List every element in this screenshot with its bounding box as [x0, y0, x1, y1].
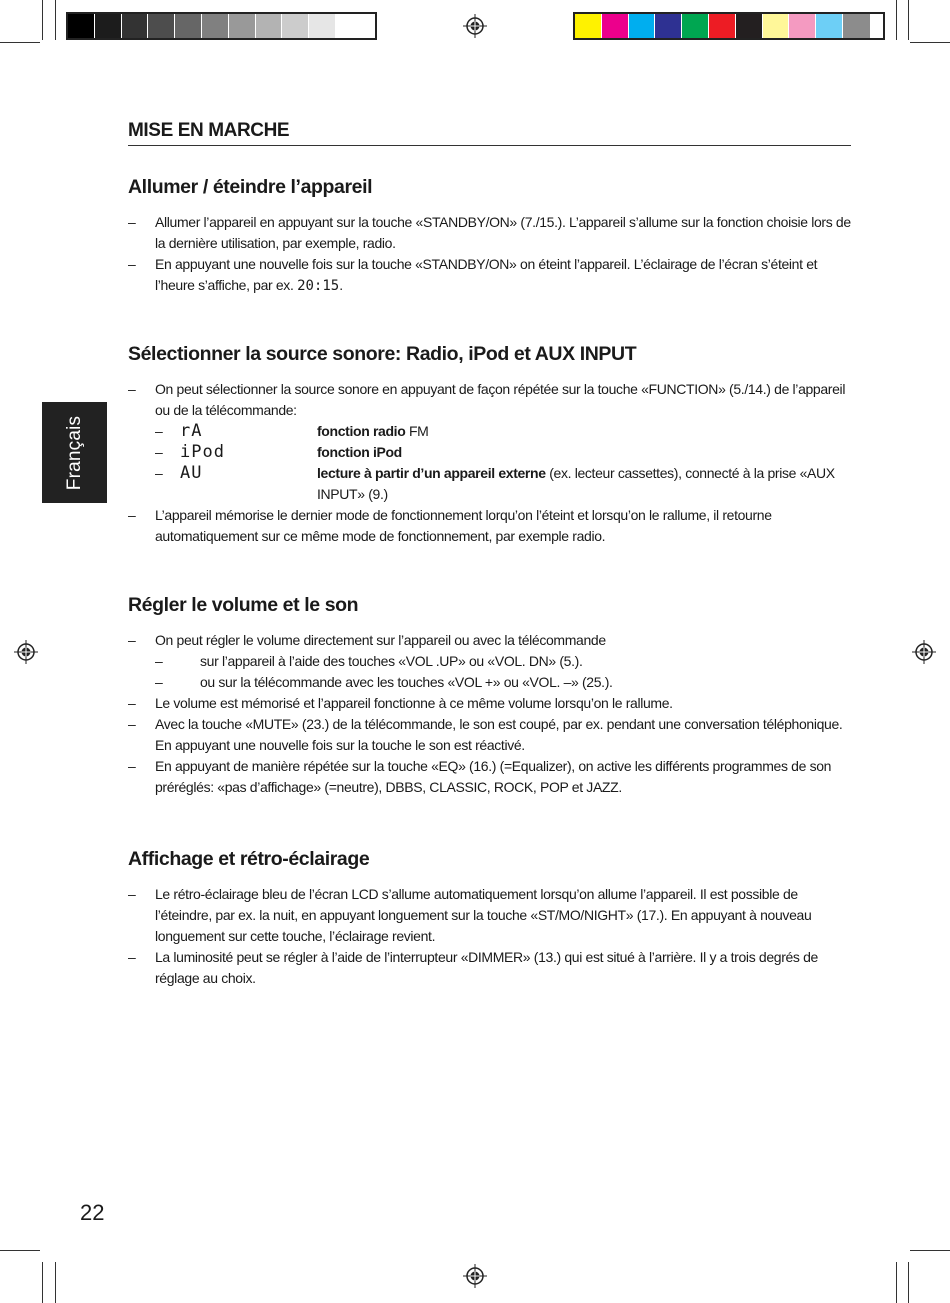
grayscale-calibration-bar [66, 12, 377, 40]
color-swatch [655, 14, 682, 38]
dash-bullet: – [155, 653, 163, 669]
color-swatch [629, 14, 656, 38]
mode-row [128, 463, 851, 505]
lcd-clock-example: 20:15 [297, 278, 340, 294]
section-power [128, 176, 851, 297]
list-item [128, 505, 851, 547]
color-swatch [763, 14, 790, 38]
crop-mark [910, 42, 950, 43]
crop-mark [910, 1250, 950, 1251]
color-swatch [789, 14, 816, 38]
section-source [128, 343, 851, 547]
color-calibration-bar [573, 12, 885, 40]
item-text: sur l’appareil à l’aide des touches «VOL .UP» ou «VOL. DN» (5.). [200, 653, 583, 669]
item-text: Le rétro-éclairage bleu de l’écran LCD s’allume automatiquement lorsqu’on allume l’appareil. Il est possible de l’éteindre, par ex. la nuit, en appuyant longuement sur la touche «ST/MO/NIGHT» (17.). En appuyant à nouveau longuement sur cette touche, l’éclairage revient. [155, 886, 812, 944]
color-swatch [602, 14, 629, 38]
color-swatch [843, 14, 870, 38]
dash-bullet: – [128, 632, 136, 648]
dash-bullet: – [128, 256, 136, 272]
section-heading: Affichage et rétro-éclairage [128, 848, 370, 870]
item-text: Allumer l’appareil en appuyant sur la touche «STANDBY/ON» (7./15.). L’appareil s’allume sur la fonction choisie lors de la dernière utilisation, par exemple, radio. [155, 214, 851, 251]
grayscale-swatch [175, 14, 202, 38]
item-text: ou sur la télécommande avec les touches «VOL +» ou «VOL. –» (25.). [200, 674, 613, 690]
section-heading: Régler le volume et le son [128, 594, 359, 616]
list-item [128, 254, 851, 297]
item-text: On peut régler le volume directement sur l’appareil ou avec la télécommande [155, 632, 606, 648]
sub-list-item [128, 651, 851, 672]
section-heading: Sélectionner la source sonore: Radio, iPod et AUX INPUT [128, 343, 637, 365]
lcd-mode-code: AU [180, 463, 203, 483]
crop-mark [55, 0, 56, 40]
item-text: La luminosité peut se régler à l’aide de l’interrupteur «DIMMER» (13.) qui est situé à l’arrière. Il y a trois degrés de réglage au choix. [155, 949, 818, 986]
list-item [128, 947, 851, 989]
item-text: En appuyant de manière répétée sur la touche «EQ» (16.) (=Equalizer), on active les différents programmes de son préréglés: «pas d’affichage» (=neutre), DBBS, CLASSIC, ROCK, POP et JAZZ. [155, 758, 832, 795]
registration-mark-icon [912, 640, 936, 664]
dash-bullet: – [128, 716, 136, 732]
mode-row [128, 442, 851, 463]
dash-bullet: – [155, 674, 163, 690]
mode-detail: FM [405, 423, 429, 439]
grayscale-swatch [336, 14, 363, 38]
grayscale-swatch [68, 14, 95, 38]
color-swatch [709, 14, 736, 38]
section-display [128, 848, 851, 989]
grayscale-swatch [95, 14, 122, 38]
registration-mark-icon [14, 640, 38, 664]
registration-mark-icon [463, 14, 487, 38]
list-item [128, 884, 851, 947]
dash-bullet: – [128, 507, 136, 523]
grayscale-swatch [148, 14, 175, 38]
list-item [128, 714, 851, 756]
dash-bullet: – [155, 465, 163, 481]
list-item [128, 630, 851, 651]
dash-bullet: – [128, 214, 136, 230]
mode-row [128, 421, 851, 442]
item-text: En appuyant une nouvelle fois sur la touche «STANDBY/ON» on éteint l’appareil. L’éclairage de l’écran s’éteint et l’heure s’affiche, par ex. [155, 256, 818, 293]
page-number: 22 [80, 1200, 105, 1225]
list-item [128, 693, 851, 714]
dash-bullet: – [128, 695, 136, 711]
item-text: L’appareil mémorise le dernier mode de fonctionnement lorqu’on l’éteint et lorsqu’on le rallume, il retourne automatiquement sur ce même mode de fonctionnement, par exemple radio. [155, 507, 772, 544]
crop-mark [896, 1262, 897, 1303]
registration-mark-icon [463, 1264, 487, 1288]
color-swatch [575, 14, 602, 38]
grayscale-swatch [202, 14, 229, 38]
grayscale-swatch [282, 14, 309, 38]
color-swatch [682, 14, 709, 38]
section-volume [128, 594, 851, 798]
grayscale-swatch [229, 14, 256, 38]
crop-mark [0, 42, 40, 43]
section-heading: Allumer / éteindre l’appareil [128, 176, 373, 198]
crop-mark [0, 1250, 40, 1251]
language-tab-label: Français [63, 415, 85, 490]
crop-mark [55, 1262, 56, 1303]
item-text-suffix: . [339, 277, 343, 293]
mode-label: lecture à partir d’un appareil externe [317, 465, 546, 481]
item-text: Avec la touche «MUTE» (23.) de la télécommande, le son est coupé, par ex. pendant une conversation téléphonique. En appuyant une nouvelle fois sur la touche le son est réactivé. [155, 716, 843, 753]
crop-mark [42, 1262, 43, 1303]
dash-bullet: – [155, 423, 163, 439]
dash-bullet: – [128, 949, 136, 965]
sub-list-item [128, 672, 851, 693]
dash-bullet: – [155, 444, 163, 460]
page-title: MISE EN MARCHE [128, 120, 851, 146]
crop-mark [42, 0, 43, 40]
item-text: Le volume est mémorisé et l’appareil fonctionne à ce même volume lorsqu’on le rallume. [155, 695, 673, 711]
color-swatch [736, 14, 763, 38]
lcd-mode-code: rA [180, 421, 203, 441]
mode-label: fonction iPod [317, 444, 402, 460]
color-swatch [816, 14, 843, 38]
language-tab [42, 402, 107, 503]
dash-bullet: – [128, 886, 136, 902]
list-item [128, 756, 851, 798]
grayscale-swatch [309, 14, 336, 38]
dash-bullet: – [128, 758, 136, 774]
crop-mark [908, 0, 909, 40]
grayscale-swatch [122, 14, 149, 38]
lcd-mode-code: iPod [180, 442, 225, 462]
item-text: On peut sélectionner la source sonore en appuyant de façon répétée sur la touche «FUNCTION» (5./14.) de l’appareil ou de la télécommande: [155, 381, 846, 418]
list-item [128, 212, 851, 254]
grayscale-swatch [256, 14, 283, 38]
dash-bullet: – [128, 381, 136, 397]
list-item [128, 379, 851, 421]
mode-detail: (ex. lecteur cassettes), connecté à la prise «AUX INPUT» (9.) [317, 465, 835, 502]
crop-mark [896, 0, 897, 40]
mode-label: fonction radio [317, 423, 406, 439]
crop-mark [908, 1262, 909, 1303]
